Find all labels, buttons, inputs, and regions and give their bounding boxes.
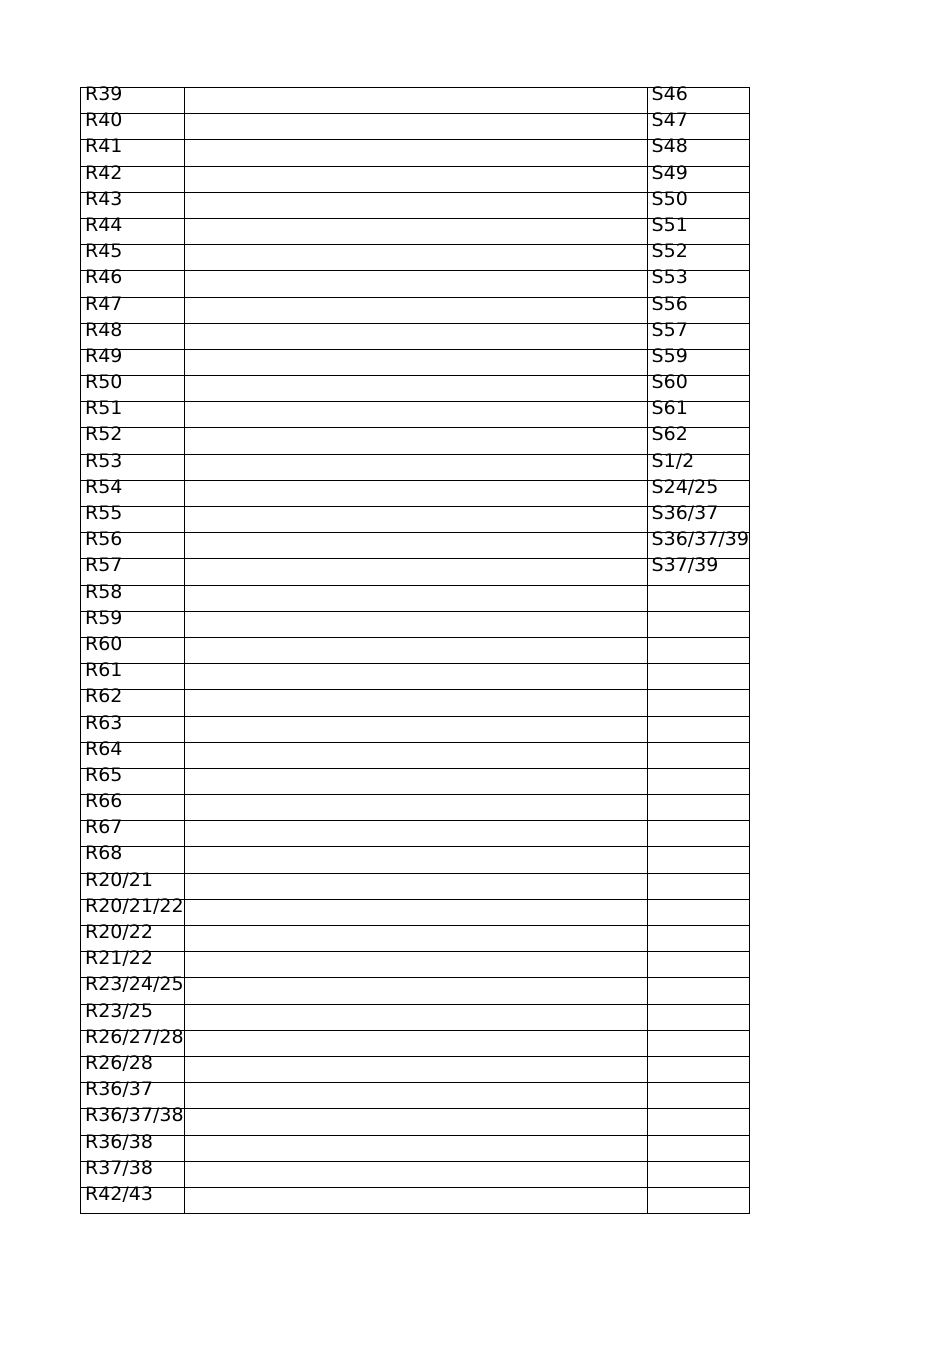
risk-code-text: R21/22 — [85, 947, 153, 970]
safety-code-text: S60 — [651, 371, 688, 394]
risk-code-text: R55 — [85, 502, 123, 524]
empty-cell[interactable] — [184, 428, 647, 454]
empty-cell[interactable] — [184, 192, 647, 218]
safety-code-text: S56 — [651, 292, 688, 315]
empty-cell[interactable] — [184, 218, 647, 244]
risk-code-text: R46 — [85, 266, 123, 289]
risk-code-text: R49 — [85, 344, 123, 367]
safety-code-text: S59 — [651, 344, 688, 367]
risk-code-cell[interactable] — [81, 1182, 185, 1213]
safety-code-cell[interactable] — [647, 742, 749, 768]
table-row — [81, 402, 750, 428]
risk-code-text: R36/37/38 — [85, 1104, 184, 1127]
empty-cell[interactable] — [184, 1056, 647, 1082]
risk-code-text: R53 — [85, 449, 123, 472]
risk-code-text: R43 — [85, 187, 123, 210]
empty-cell[interactable] — [184, 480, 647, 506]
risk-code-text: R26/27/28 — [85, 1025, 184, 1048]
risk-code-text: R67 — [85, 816, 123, 839]
empty-cell[interactable] — [184, 1030, 647, 1056]
table-row — [81, 114, 750, 140]
table-row — [81, 480, 750, 506]
table-row — [81, 376, 750, 402]
empty-cell[interactable] — [184, 1161, 647, 1187]
table-row — [81, 166, 750, 192]
risk-code-text: R60 — [85, 632, 123, 655]
table-row — [81, 218, 750, 244]
safety-code-cell[interactable] — [647, 821, 749, 847]
safety-code-cell[interactable] — [647, 926, 749, 952]
table-row — [81, 585, 750, 611]
table-row — [81, 323, 750, 349]
risk-code-text: R65 — [85, 763, 123, 786]
table-row — [81, 1161, 750, 1187]
table-row — [81, 454, 750, 480]
risk-code-text: R23/25 — [85, 999, 153, 1022]
empty-cell[interactable] — [184, 585, 647, 611]
safety-code-cell[interactable] — [647, 690, 749, 716]
risk-code-text: R45 — [85, 240, 123, 263]
table-row — [81, 1135, 750, 1161]
safety-code-cell[interactable] — [647, 1083, 749, 1109]
empty-cell[interactable] — [184, 402, 647, 428]
table-row — [81, 1030, 750, 1056]
empty-cell[interactable] — [184, 978, 647, 1004]
safety-code-text: S51 — [651, 213, 688, 236]
empty-cell[interactable] — [184, 742, 647, 768]
safety-code-text: S62 — [651, 423, 688, 446]
empty-cell[interactable] — [184, 1004, 647, 1030]
empty-cell[interactable] — [184, 323, 647, 349]
safety-code-cell[interactable] — [647, 978, 749, 1004]
risk-code-text: R26/28 — [85, 1051, 153, 1074]
risk-code-text: R61 — [85, 659, 123, 682]
phrase-code-table-body — [81, 83, 750, 1214]
risk-code-text: R40 — [85, 109, 123, 132]
safety-code-cell[interactable] — [647, 795, 749, 821]
safety-code-cell[interactable] — [647, 1135, 749, 1161]
table-row — [81, 637, 750, 663]
empty-cell[interactable] — [184, 88, 647, 114]
safety-code-text: S46 — [651, 83, 688, 105]
safety-code-text: S50 — [651, 187, 688, 210]
empty-cell[interactable] — [184, 454, 647, 480]
risk-code-text: R64 — [85, 737, 123, 760]
table-row — [81, 559, 750, 585]
table-row — [81, 192, 750, 218]
risk-code-text: R42/43 — [85, 1182, 153, 1205]
empty-cell[interactable] — [184, 637, 647, 663]
table-row — [81, 271, 750, 297]
risk-code-text: R48 — [85, 318, 123, 341]
empty-cell[interactable] — [184, 952, 647, 978]
empty-cell[interactable] — [184, 271, 647, 297]
table-row — [81, 1109, 750, 1135]
safety-code-cell[interactable] — [647, 899, 749, 925]
safety-code-cell[interactable] — [647, 554, 749, 585]
empty-cell[interactable] — [184, 140, 647, 166]
risk-code-text: R63 — [85, 711, 123, 734]
table-row — [81, 795, 750, 821]
risk-code-text: R54 — [85, 475, 123, 498]
table-row — [81, 1187, 750, 1213]
risk-code-text: R42 — [85, 161, 123, 184]
empty-cell[interactable] — [184, 533, 647, 559]
empty-cell[interactable] — [184, 507, 647, 533]
table-row — [81, 611, 750, 637]
empty-cell[interactable] — [184, 899, 647, 925]
safety-code-text: S37/39 — [651, 554, 719, 577]
table-row — [81, 1056, 750, 1082]
table-row — [81, 664, 750, 690]
empty-cell[interactable] — [184, 664, 647, 690]
empty-cell[interactable] — [184, 114, 647, 140]
empty-cell[interactable] — [184, 349, 647, 375]
risk-code-text: R68 — [85, 842, 123, 865]
risk-code-text: R20/22 — [85, 921, 153, 943]
risk-code-text: R59 — [85, 606, 123, 629]
table-row — [81, 349, 750, 375]
empty-cell[interactable] — [184, 376, 647, 402]
safety-code-text: S48 — [651, 135, 688, 158]
risk-code-text: R66 — [85, 790, 123, 813]
empty-cell[interactable] — [184, 166, 647, 192]
empty-cell[interactable] — [184, 716, 647, 742]
empty-cell[interactable] — [184, 847, 647, 873]
table-row — [81, 88, 750, 114]
risk-code-text: R51 — [85, 397, 123, 420]
safety-code-cell[interactable] — [647, 1187, 749, 1213]
safety-code-cell[interactable] — [647, 637, 749, 663]
safety-code-text: S53 — [651, 266, 688, 289]
risk-code-text: R44 — [85, 213, 123, 236]
safety-code-cell[interactable] — [647, 952, 749, 978]
risk-code-text: R36/38 — [85, 1130, 153, 1153]
table-row — [81, 768, 750, 794]
empty-cell[interactable] — [184, 1187, 647, 1213]
table-row — [81, 245, 750, 271]
safety-code-cell[interactable] — [647, 585, 749, 611]
phrase-code-table — [80, 83, 750, 1214]
table-row — [81, 533, 750, 559]
table-row — [81, 297, 750, 323]
risk-code-text: R39 — [85, 83, 123, 105]
safety-code-cell[interactable] — [647, 611, 749, 637]
risk-code-text: R37/38 — [85, 1156, 153, 1179]
risk-code-text: R50 — [85, 371, 123, 394]
empty-cell[interactable] — [184, 873, 647, 899]
safety-code-cell[interactable] — [647, 716, 749, 742]
table-row — [81, 847, 750, 873]
safety-code-text: S36/37/39 — [651, 528, 749, 551]
empty-cell[interactable] — [184, 1109, 647, 1135]
table-row — [81, 899, 750, 925]
table-row — [81, 742, 750, 768]
empty-cell[interactable] — [184, 1083, 647, 1109]
risk-code-text: R58 — [85, 580, 123, 603]
risk-code-text: R41 — [85, 135, 123, 158]
safety-code-text: S52 — [651, 240, 688, 263]
empty-cell[interactable] — [184, 926, 647, 952]
safety-code-text: S49 — [651, 161, 688, 184]
empty-cell[interactable] — [184, 821, 647, 847]
risk-code-text: R20/21 — [85, 868, 153, 891]
table-row — [81, 507, 750, 533]
table-row — [81, 140, 750, 166]
empty-cell[interactable] — [184, 768, 647, 794]
risk-code-text: R62 — [85, 685, 123, 708]
empty-cell[interactable] — [184, 297, 647, 323]
safety-code-cell[interactable] — [647, 1056, 749, 1082]
empty-cell[interactable] — [184, 690, 647, 716]
safety-code-cell[interactable] — [647, 873, 749, 899]
safety-code-cell[interactable] — [647, 664, 749, 690]
risk-code-text: R56 — [85, 528, 123, 551]
table-row — [81, 716, 750, 742]
table-row — [81, 428, 750, 454]
risk-code-text: R57 — [85, 554, 123, 577]
table-row — [81, 821, 750, 847]
risk-code-text: R20/21/22 — [85, 894, 184, 917]
safety-code-cell[interactable] — [647, 1004, 749, 1030]
table-row — [81, 690, 750, 716]
safety-code-cell[interactable] — [647, 1030, 749, 1056]
table-row — [81, 978, 750, 1004]
empty-cell[interactable] — [184, 611, 647, 637]
empty-cell[interactable] — [184, 795, 647, 821]
safety-code-text: S57 — [651, 318, 688, 341]
safety-code-text: S47 — [651, 109, 688, 132]
safety-code-text: S61 — [651, 397, 688, 420]
safety-code-text: S1/2 — [651, 449, 695, 472]
empty-cell[interactable] — [184, 1135, 647, 1161]
risk-code-text: R52 — [85, 423, 123, 446]
table-row — [81, 926, 750, 952]
empty-cell[interactable] — [184, 559, 647, 585]
risk-code-text: R23/24/25 — [85, 973, 184, 996]
safety-code-cell[interactable] — [647, 847, 749, 873]
safety-code-cell[interactable] — [647, 1109, 749, 1135]
empty-cell[interactable] — [184, 245, 647, 271]
risk-code-text: R36/37 — [85, 1078, 153, 1101]
safety-code-cell[interactable] — [647, 1161, 749, 1187]
risk-code-text: R47 — [85, 292, 123, 315]
safety-code-text: S24/25 — [651, 475, 719, 498]
safety-code-text: S36/37 — [651, 502, 719, 524]
safety-code-cell[interactable] — [647, 768, 749, 794]
